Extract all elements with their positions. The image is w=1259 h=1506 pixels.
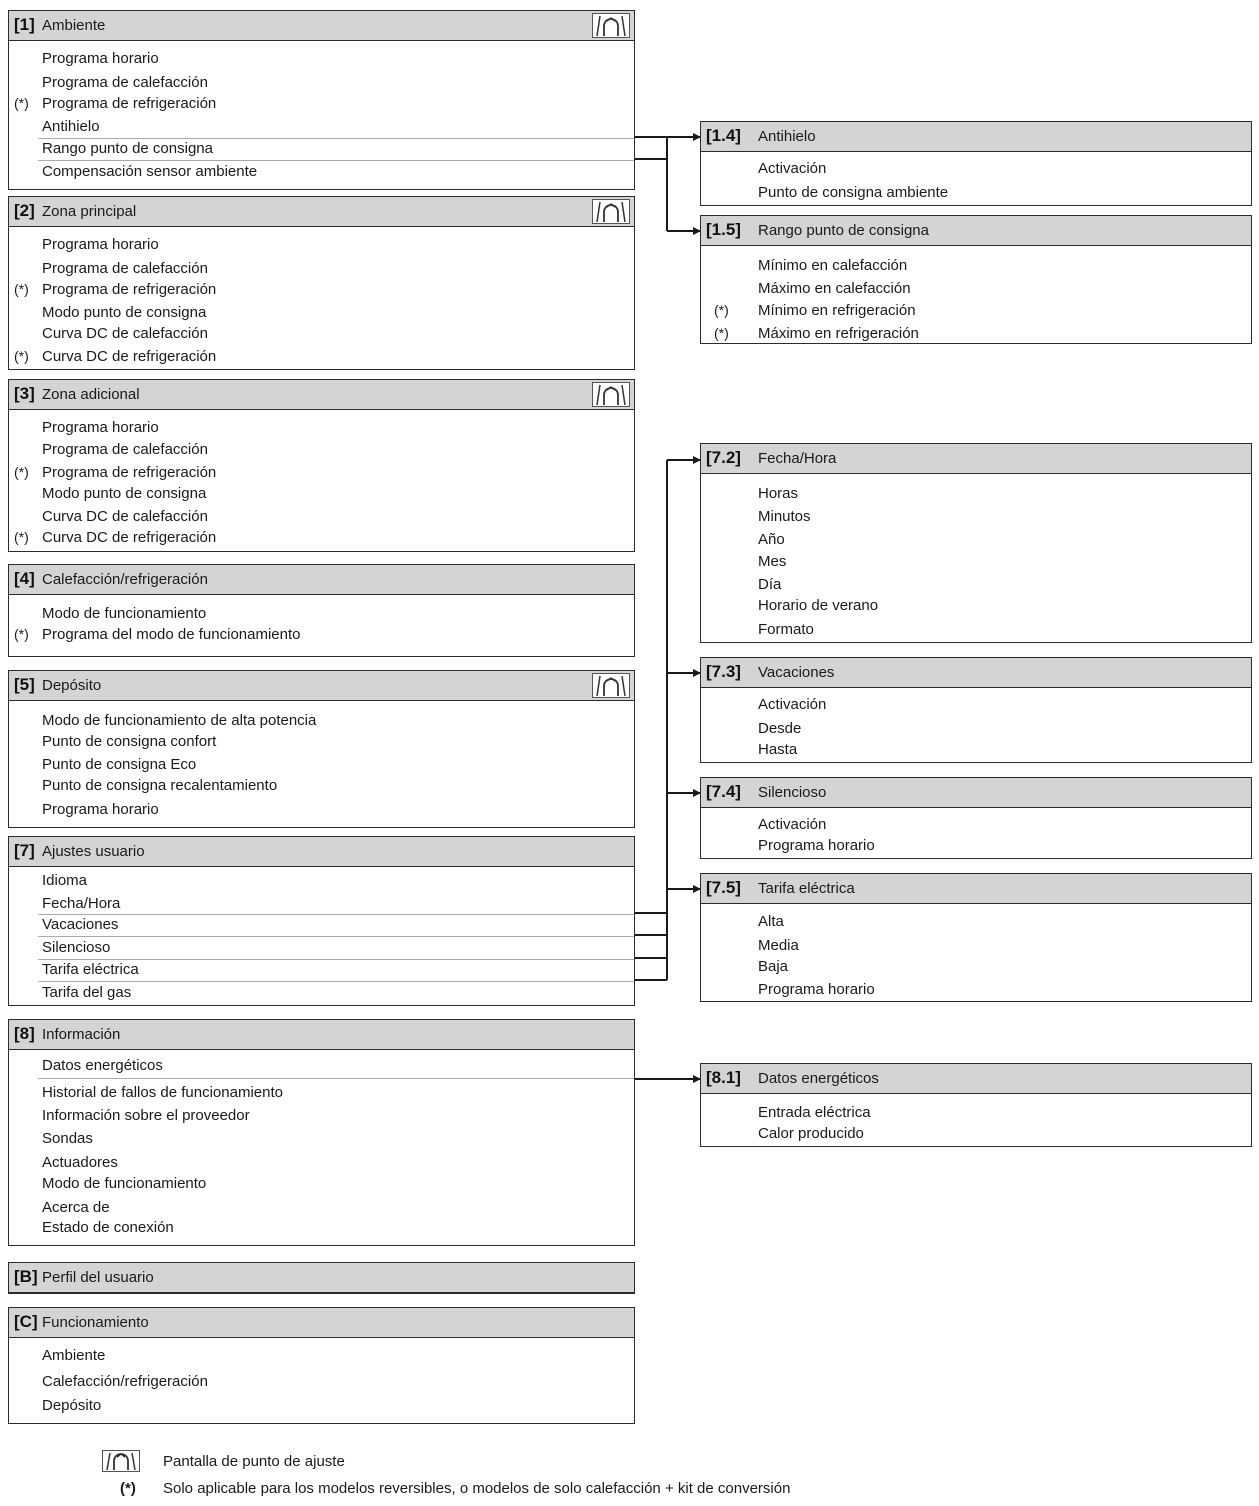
menu-code: [4] <box>14 569 35 588</box>
menu-title: Silencioso <box>758 784 827 801</box>
menu-code: [8.1] <box>706 1068 741 1087</box>
menu-code: [1.5] <box>706 220 741 239</box>
menu-item-minimo-en-calefaccion[interactable]: Mínimo en calefacción <box>758 257 908 274</box>
menu-code: [7.3] <box>706 662 741 681</box>
legend-asterisk-symbol: (*) <box>120 1480 136 1497</box>
menu-item-idioma[interactable]: Idioma <box>42 872 88 889</box>
legend-setpoint-text: Pantalla de punto de ajuste <box>163 1453 345 1470</box>
menu-title: Zona principal <box>42 203 137 220</box>
menu-item-calor-producido[interactable]: Calor producido <box>758 1125 864 1142</box>
menu-item-maximo-en-refrigeracion[interactable]: Máximo en refrigeración <box>758 325 919 342</box>
menu-item-curva-dc-de-calefaccion[interactable]: Curva DC de calefacción <box>42 508 208 525</box>
menu-title: Perfil del usuario <box>42 1269 154 1286</box>
menu-title: Información <box>42 1026 121 1043</box>
menu-title: Zona adicional <box>42 386 140 403</box>
asterisk-marker: (*) <box>714 302 729 318</box>
menu-item-punto-de-consigna-eco[interactable]: Punto de consigna Eco <box>42 756 197 773</box>
asterisk-marker: (*) <box>14 529 29 545</box>
menu-code: [7.5] <box>706 878 741 897</box>
menu-code: [5] <box>14 675 35 694</box>
menu-item-compensacion-sensor-ambiente[interactable]: Compensación sensor ambiente <box>42 163 258 180</box>
menu-item-calefaccion-refrigeracion[interactable]: Calefacción/refrigeración <box>42 1373 208 1390</box>
menu-item-programa-horario[interactable]: Programa horario <box>42 801 159 818</box>
menu-item-programa-de-refrigeracion[interactable]: Programa de refrigeración <box>42 464 217 481</box>
menu-item-programa-horario[interactable]: Programa horario <box>42 50 159 67</box>
menu-code: [B] <box>14 1267 38 1286</box>
menu-item-entrada-electrica[interactable]: Entrada eléctrica <box>758 1104 871 1121</box>
menu-item-tarifa-del-gas[interactable]: Tarifa del gas <box>42 984 132 1001</box>
menu-code: [3] <box>14 384 35 403</box>
menu-item-dia[interactable]: Día <box>758 576 782 593</box>
menu-item-estado-de-conexion[interactable]: Estado de conexión <box>42 1219 174 1236</box>
setpoint-screen-icon <box>102 1450 140 1472</box>
arrowhead <box>693 1075 701 1083</box>
menu-item-modo-de-funcionamiento[interactable]: Modo de funcionamiento <box>42 605 207 622</box>
menu-item-curva-dc-de-calefaccion[interactable]: Curva DC de calefacción <box>42 325 208 342</box>
arrowhead <box>693 227 701 235</box>
menu-title: Ajustes usuario <box>42 843 145 860</box>
menu-item-informacion-sobre-el-proveedor[interactable]: Información sobre el proveedor <box>42 1107 250 1124</box>
menu-item-maximo-en-calefaccion[interactable]: Máximo en calefacción <box>758 280 911 297</box>
menu-item-desde[interactable]: Desde <box>758 720 802 737</box>
asterisk-marker: (*) <box>14 626 29 642</box>
menu-item-deposito[interactable]: Depósito <box>42 1397 102 1414</box>
menu-code: [7] <box>14 841 35 860</box>
menu-code: [C] <box>14 1312 38 1331</box>
menu-item-silencioso[interactable]: Silencioso <box>42 939 111 956</box>
menu-item-modo-punto-de-consigna[interactable]: Modo punto de consigna <box>42 485 207 502</box>
menu-item-media[interactable]: Media <box>758 937 799 954</box>
menu-title: Tarifa eléctrica <box>758 880 855 897</box>
menu-item-programa-horario[interactable]: Programa horario <box>758 837 875 854</box>
menu-title: Rango punto de consigna <box>758 222 929 239</box>
menu-item-acerca-de[interactable]: Acerca de <box>42 1199 110 1216</box>
asterisk-marker: (*) <box>14 348 29 364</box>
menu-item-punto-de-consigna-confort[interactable]: Punto de consigna confort <box>42 733 217 750</box>
menu-item-programa-de-calefaccion[interactable]: Programa de calefacción <box>42 441 208 458</box>
menu-item-modo-de-funcionamiento[interactable]: Modo de funcionamiento <box>42 1175 207 1192</box>
menu-code: [7.4] <box>706 782 741 801</box>
menu-item-programa-horario[interactable]: Programa horario <box>42 236 159 253</box>
menu-code: [2] <box>14 201 35 220</box>
menu-item-punto-de-consigna-recalentamiento[interactable]: Punto de consigna recalentamiento <box>42 777 278 794</box>
menu-item-tarifa-electrica[interactable]: Tarifa eléctrica <box>42 961 139 978</box>
menu-title: Fecha/Hora <box>758 450 837 467</box>
menu-item-alta[interactable]: Alta <box>758 913 784 930</box>
menu-item-sondas[interactable]: Sondas <box>42 1130 93 1147</box>
menu-item-actuadores[interactable]: Actuadores <box>42 1154 118 1171</box>
menu-item-modo-de-funcionamiento-de-alta-potencia[interactable]: Modo de funcionamiento de alta potencia <box>42 712 317 729</box>
menu-item-punto-de-consigna-ambiente[interactable]: Punto de consigna ambiente <box>758 184 949 201</box>
menu-title: Funcionamiento <box>42 1314 149 1331</box>
menu-code: [7.2] <box>706 448 741 467</box>
menu-item-vacaciones[interactable]: Vacaciones <box>42 916 119 933</box>
menu-item-horas[interactable]: Horas <box>758 485 799 502</box>
menu-item-activacion[interactable]: Activación <box>758 160 827 177</box>
menu-item-horario-de-verano[interactable]: Horario de verano <box>758 597 879 614</box>
menu-item-antihielo[interactable]: Antihielo <box>42 118 100 135</box>
menu-title: Ambiente <box>42 17 106 34</box>
legend-asterisk-text: Solo aplicable para los modelos reversibles, o modelos de solo calefacción + kit de conversión <box>163 1480 791 1497</box>
arrowhead <box>693 789 701 797</box>
arrowhead <box>693 885 701 893</box>
menu-item-programa-de-refrigeracion[interactable]: Programa de refrigeración <box>42 95 217 112</box>
arrowhead <box>693 133 701 141</box>
menu-item-historial-de-fallos-de-funcionamiento[interactable]: Historial de fallos de funcionamiento <box>42 1084 283 1101</box>
menu-item-programa-horario[interactable]: Programa horario <box>758 981 875 998</box>
menu-item-fecha-hora[interactable]: Fecha/Hora <box>42 895 121 912</box>
menu-item-activacion[interactable]: Activación <box>758 696 827 713</box>
menu-title: Calefacción/refrigeración <box>42 571 208 588</box>
menu-item-programa-del-modo-de-funcionamiento[interactable]: Programa del modo de funcionamiento <box>42 626 301 643</box>
menu-item-rango-punto-de-consigna[interactable]: Rango punto de consigna <box>42 140 213 157</box>
menu-item-minimo-en-refrigeracion[interactable]: Mínimo en refrigeración <box>758 302 916 319</box>
menu-item-programa-de-calefaccion[interactable]: Programa de calefacción <box>42 260 208 277</box>
menu-item-curva-dc-de-refrigeracion[interactable]: Curva DC de refrigeración <box>42 348 217 365</box>
menu-title: Datos energéticos <box>758 1070 879 1087</box>
menu-item-hasta[interactable]: Hasta <box>758 741 798 758</box>
menu-item-programa-de-calefaccion[interactable]: Programa de calefacción <box>42 74 208 91</box>
asterisk-marker: (*) <box>714 325 729 341</box>
menu-item-programa-de-refrigeracion[interactable]: Programa de refrigeración <box>42 281 217 298</box>
menu-item-activacion[interactable]: Activación <box>758 816 827 833</box>
menu-title: Vacaciones <box>758 664 835 681</box>
menu-title: Antihielo <box>758 128 816 145</box>
menu-item-modo-punto-de-consigna[interactable]: Modo punto de consigna <box>42 304 207 321</box>
arrowhead <box>693 456 701 464</box>
menu-code: [1.4] <box>706 126 741 145</box>
menu-title: Depósito <box>42 677 102 694</box>
menu-item-minutos[interactable]: Minutos <box>758 508 811 525</box>
menu-code: [8] <box>14 1024 35 1043</box>
menu-item-formato[interactable]: Formato <box>758 621 814 638</box>
asterisk-marker: (*) <box>14 464 29 480</box>
menu-item-baja[interactable]: Baja <box>758 958 789 975</box>
menu-code: [1] <box>14 15 35 34</box>
menu-item-datos-energeticos[interactable]: Datos energéticos <box>42 1057 163 1074</box>
menu-item-mes[interactable]: Mes <box>758 553 787 570</box>
menu-item-ano[interactable]: Año <box>758 531 785 548</box>
asterisk-marker: (*) <box>14 281 29 297</box>
arrowhead <box>693 669 701 677</box>
menu-item-programa-horario[interactable]: Programa horario <box>42 419 159 436</box>
menu-item-ambiente[interactable]: Ambiente <box>42 1347 106 1364</box>
asterisk-marker: (*) <box>14 95 29 111</box>
menu-item-curva-dc-de-refrigeracion[interactable]: Curva DC de refrigeración <box>42 529 217 546</box>
